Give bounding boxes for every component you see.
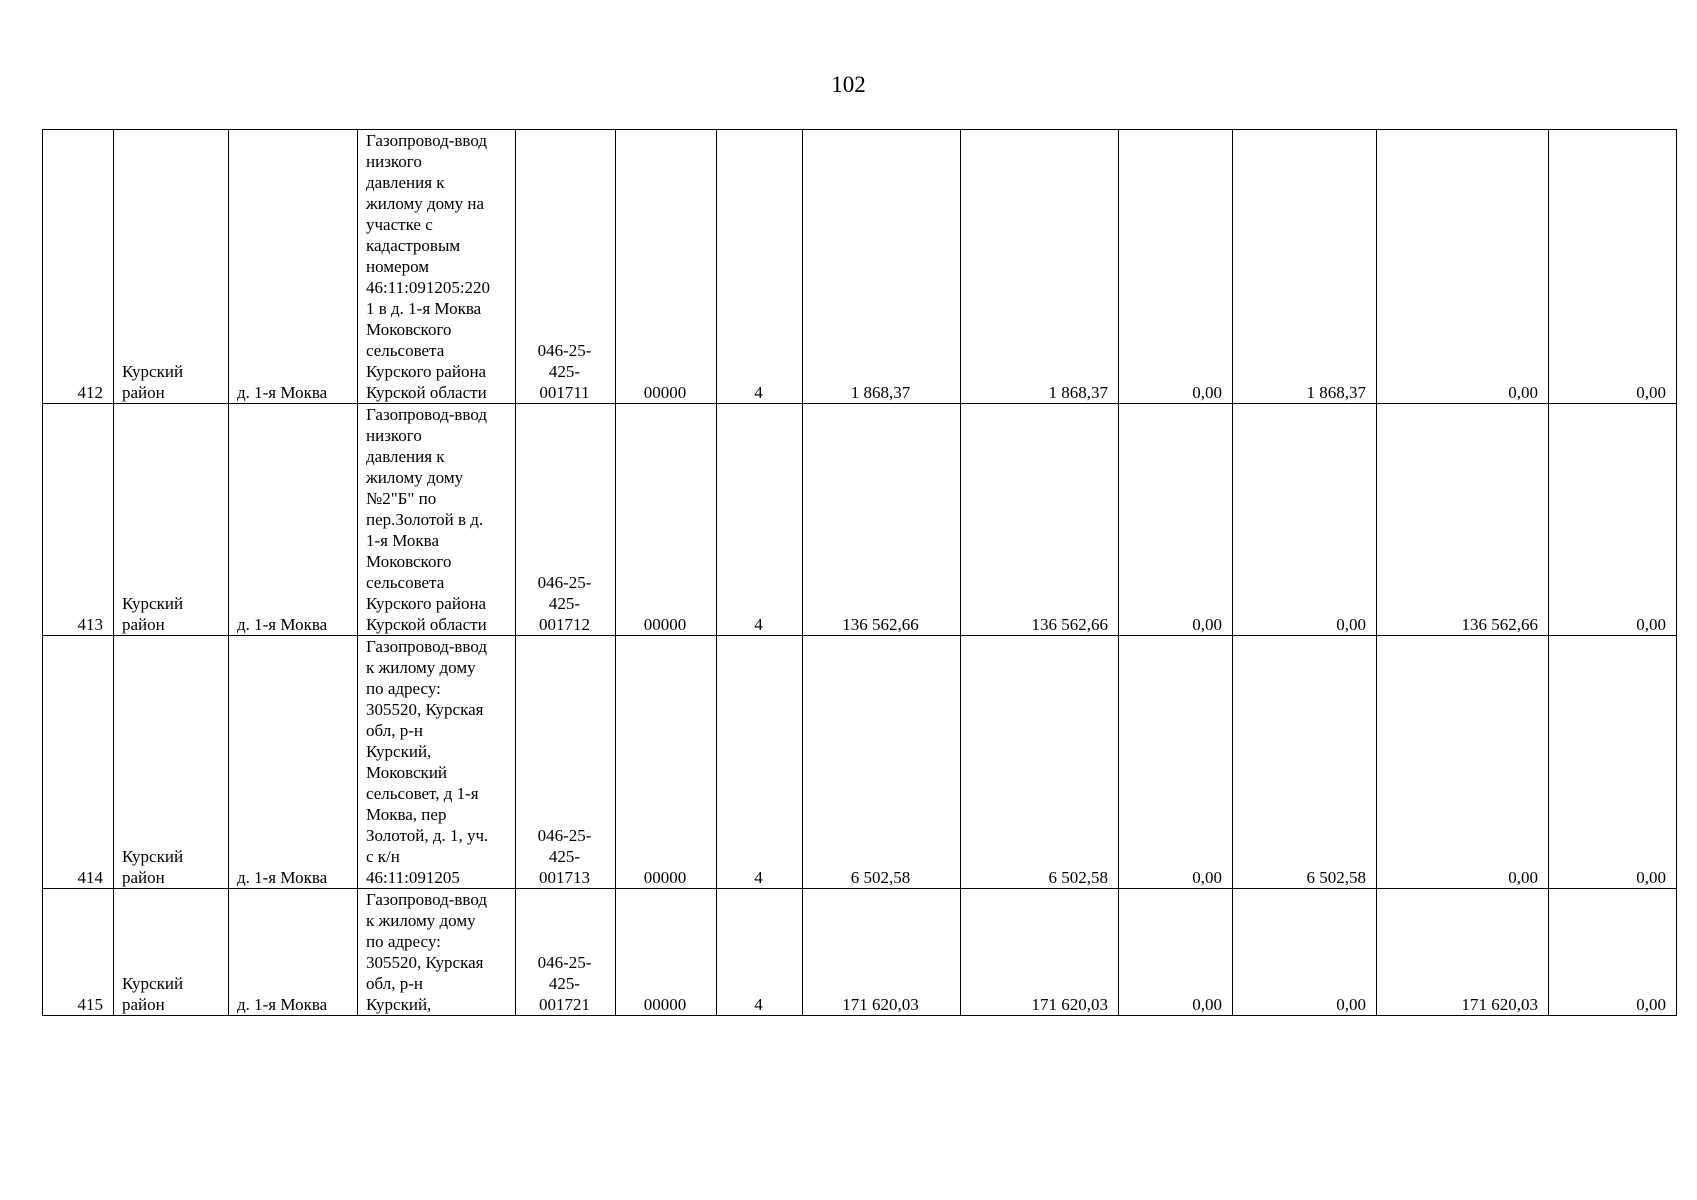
registry-code-cell: 046-25- 425- 001712 xyxy=(516,404,616,636)
amount-cell: 0,00 xyxy=(1119,404,1233,636)
page-number: 102 xyxy=(831,72,866,97)
district-cell: Курский район xyxy=(114,636,229,889)
okof-code-cell: 00000 xyxy=(616,889,717,1016)
cost-cell: 136 562,66 xyxy=(803,404,961,636)
amount-cell: 0,00 xyxy=(1233,889,1377,1016)
row-number: 413 xyxy=(43,404,114,636)
row-number: 412 xyxy=(43,130,114,404)
amount-cell: 0,00 xyxy=(1119,130,1233,404)
amount-cell: 0,00 xyxy=(1377,130,1549,404)
district-cell: Курский район xyxy=(114,130,229,404)
group-cell: 4 xyxy=(717,636,803,889)
group-cell: 4 xyxy=(717,130,803,404)
table-row xyxy=(43,636,1677,889)
amount-cell: 171 620,03 xyxy=(1377,889,1549,1016)
object-name-cell: Газопровод-ввод к жилому дому по адресу: 305520, Курская обл, р-н Курский, xyxy=(358,889,516,1016)
registry-code-cell: 046-25- 425- 001711 xyxy=(516,130,616,404)
amount-cell: 1 868,37 xyxy=(1233,130,1377,404)
amount-cell: 0,00 xyxy=(1119,889,1233,1016)
amount-cell: 6 502,58 xyxy=(961,636,1119,889)
okof-code-cell: 00000 xyxy=(616,404,717,636)
amount-cell: 136 562,66 xyxy=(961,404,1119,636)
registry-code-cell: 046-25- 425- 001713 xyxy=(516,636,616,889)
object-name-cell: Газопровод-ввод низкого давления к жилому дому №2"Б" по пер.Золотой в д. 1-я Моква Моковского сельсовета Курского района Курской области xyxy=(358,404,516,636)
object-name-cell: Газопровод-ввод низкого давления к жилому дому на участке с кадастровым номером 46:11:091205:220 1 в д. 1-я Моква Моковского сельсовета Курского района Курской области xyxy=(358,130,516,404)
amount-cell: 0,00 xyxy=(1119,636,1233,889)
district-cell: Курский район xyxy=(114,889,229,1016)
okof-code-cell: 00000 xyxy=(616,636,717,889)
registry-code-cell: 046-25- 425- 001721 xyxy=(516,889,616,1016)
settlement-cell: д. 1-я Моква xyxy=(229,636,358,889)
row-number: 415 xyxy=(43,889,114,1016)
amount-cell: 136 562,66 xyxy=(1377,404,1549,636)
settlement-cell: д. 1-я Моква xyxy=(229,889,358,1016)
amount-cell: 1 868,37 xyxy=(961,130,1119,404)
amount-cell: 0,00 xyxy=(1549,404,1677,636)
amount-cell: 6 502,58 xyxy=(1233,636,1377,889)
registry-table xyxy=(42,129,1677,1016)
amount-cell: 0,00 xyxy=(1233,404,1377,636)
cost-cell: 1 868,37 xyxy=(803,130,961,404)
amount-cell: 171 620,03 xyxy=(961,889,1119,1016)
amount-cell: 0,00 xyxy=(1377,636,1549,889)
amount-cell: 0,00 xyxy=(1549,889,1677,1016)
settlement-cell: д. 1-я Моква xyxy=(229,404,358,636)
table-row xyxy=(43,889,1677,1016)
settlement-cell: д. 1-я Моква xyxy=(229,130,358,404)
table-row xyxy=(43,404,1677,636)
object-name-cell: Газопровод-ввод к жилому дому по адресу: 305520, Курская обл, р-н Курский, Моковский сельсовет, д 1-я Моква, пер Золотой, д. 1, уч. с к/н 46:11:091205 xyxy=(358,636,516,889)
group-cell: 4 xyxy=(717,404,803,636)
okof-code-cell: 00000 xyxy=(616,130,717,404)
amount-cell: 0,00 xyxy=(1549,636,1677,889)
cost-cell: 6 502,58 xyxy=(803,636,961,889)
district-cell: Курский район xyxy=(114,404,229,636)
amount-cell: 0,00 xyxy=(1549,130,1677,404)
table-row xyxy=(43,130,1677,404)
row-number: 414 xyxy=(43,636,114,889)
group-cell: 4 xyxy=(717,889,803,1016)
cost-cell: 171 620,03 xyxy=(803,889,961,1016)
